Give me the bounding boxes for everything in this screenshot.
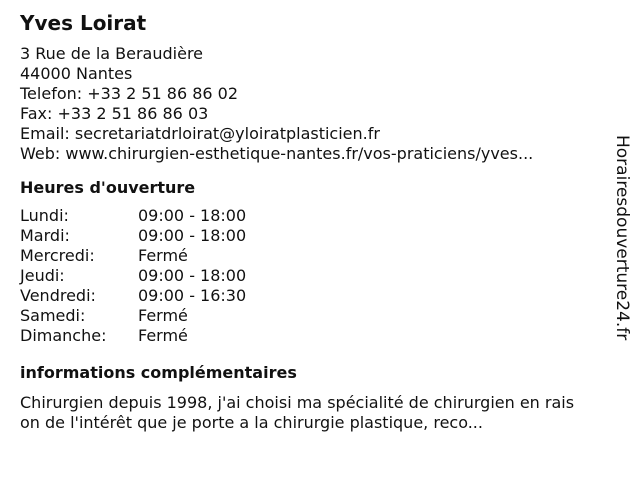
time-value: 09:00 - 16:30	[138, 286, 247, 305]
info-description: Chirurgien depuis 1998, j'ai choisi ma spécialité de chirurgien en raison de l'intérêt que je porte a la chirurgie plastique, reco...	[20, 393, 575, 432]
time-value: Fermé	[138, 246, 188, 265]
info-title: informations complémentaires	[20, 363, 297, 382]
time-value: 09:00 - 18:00	[138, 226, 247, 245]
address-street: 3 Rue de la Beraudière	[20, 44, 204, 63]
fax-text: Fax: +33 2 51 86 86 03	[20, 104, 209, 123]
hours-title: Heures d'ouverture	[20, 178, 196, 197]
website-text: Web: www.chirurgien-esthetique-nantes.fr/vos-praticiens/yves...	[20, 144, 534, 163]
day-label: Vendredi:	[20, 286, 96, 305]
site-watermark: Horairesdouverture24.fr	[612, 135, 632, 341]
business-card	[20, 10, 600, 433]
hours-row-mardi	[20, 226, 600, 246]
day-label: Dimanche:	[20, 326, 107, 345]
time-value: 09:00 - 18:00	[138, 206, 247, 225]
email-text: Email: secretariatdrloirat@yloiratplasticien.fr	[20, 124, 380, 143]
hours-row-mercredi	[20, 246, 600, 266]
day-label: Jeudi:	[20, 266, 65, 285]
business-name: Yves Loirat	[20, 11, 147, 35]
day-label: Samedi:	[20, 306, 86, 325]
time-value: 09:00 - 18:00	[138, 266, 247, 285]
day-label: Mardi:	[20, 226, 70, 245]
hours-row-lundi	[20, 206, 600, 226]
hours-row-jeudi	[20, 266, 600, 286]
hours-row-vendredi	[20, 286, 600, 306]
hours-row-samedi	[20, 306, 600, 326]
contact-details	[20, 44, 600, 164]
address-city: 44000 Nantes	[20, 64, 133, 83]
day-label: Lundi:	[20, 206, 69, 225]
time-value: Fermé	[138, 326, 188, 345]
hours-table	[20, 206, 600, 346]
hours-row-dimanche	[20, 326, 600, 346]
day-label: Mercredi:	[20, 246, 95, 265]
time-value: Fermé	[138, 306, 188, 325]
phone-text: Telefon: +33 2 51 86 86 02	[20, 84, 239, 103]
